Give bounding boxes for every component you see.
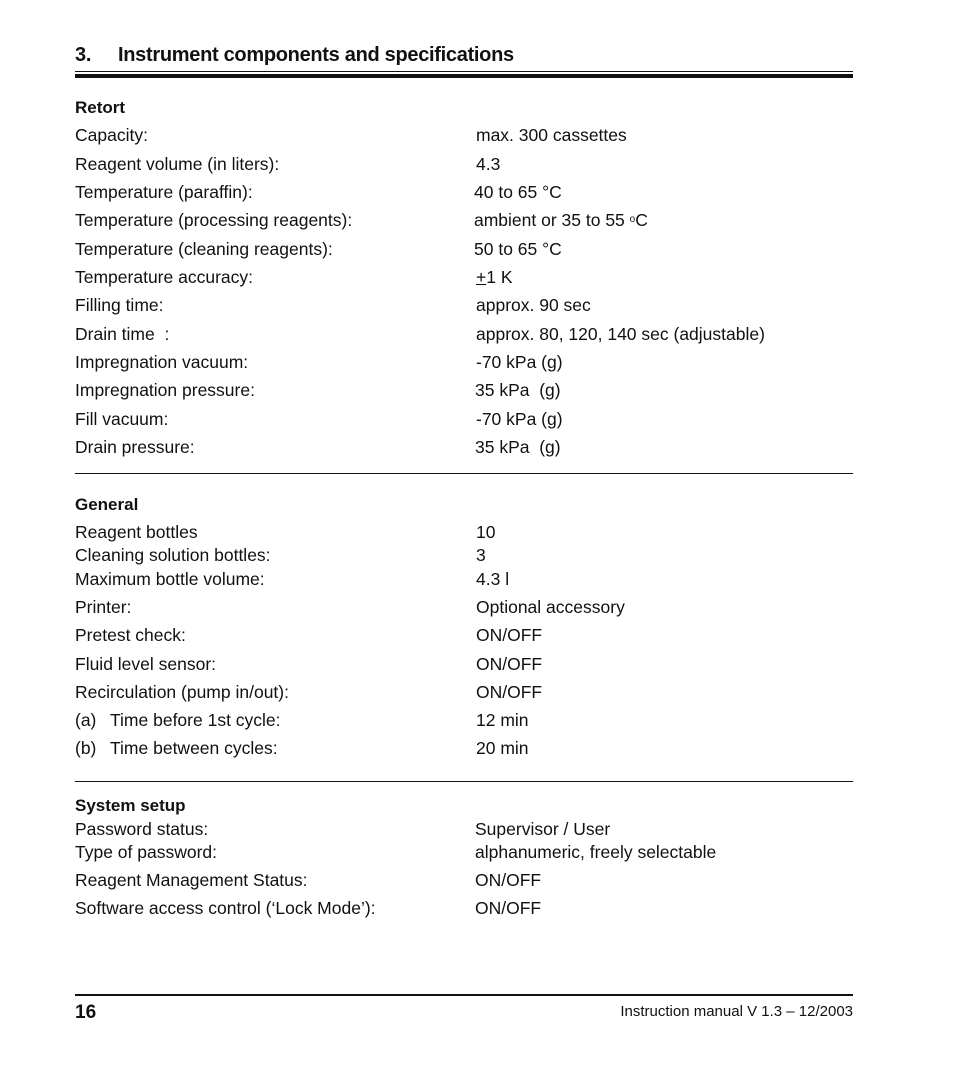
spec-label: Time between cycles:: [110, 738, 278, 758]
spec-label: Drain pressure:: [75, 437, 195, 457]
general-section-title: General: [75, 495, 139, 514]
spec-row: [75, 842, 853, 866]
spec-value: 40 to 65 °C: [474, 182, 562, 202]
spec-label: Cleaning solution bottles:: [75, 545, 271, 565]
spec-value: ON/OFF: [476, 682, 543, 702]
section-divider: [75, 781, 853, 782]
spec-value: -70 kPa (g): [476, 409, 563, 429]
page-number: 16: [75, 1002, 97, 1023]
footer-rule: [75, 994, 853, 996]
page-title: [75, 44, 853, 70]
spec-row: [75, 682, 853, 706]
spec-value: Supervisor / User: [475, 819, 611, 839]
spec-value: approx. 90 sec: [476, 295, 591, 315]
spec-row: [75, 522, 853, 546]
spec-value: [476, 267, 513, 288]
spec-row: [75, 154, 853, 178]
spec-value: 12 min: [476, 710, 529, 730]
plus-minus-sign: +: [476, 267, 487, 287]
section-title-text: Instrument components and specifications: [118, 44, 514, 66]
spec-label: Recirculation (pump in/out):: [75, 682, 289, 702]
spec-value: 50 to 65 °C: [474, 239, 562, 259]
spec-label: Reagent volume (in liters):: [75, 154, 280, 174]
spec-label: Filling time:: [75, 295, 164, 315]
spec-row: [75, 295, 853, 319]
spec-value: ON/OFF: [475, 870, 542, 890]
spec-row: [75, 870, 853, 894]
spec-label: Capacity:: [75, 125, 148, 145]
spec-value: 10: [476, 522, 496, 542]
spec-value: 4.3 l: [476, 569, 510, 589]
spec-row: [75, 710, 853, 734]
spec-value: 35 kPa (g): [475, 437, 561, 457]
spec-label: Temperature (processing reagents):: [75, 210, 353, 230]
spec-row: [75, 597, 853, 621]
spec-row: [75, 819, 853, 843]
spec-value: [474, 210, 648, 231]
heading-rule-thick: [75, 74, 853, 78]
spec-label: Type of password:: [75, 842, 218, 862]
spec-value: -70 kPa (g): [476, 352, 563, 372]
spec-row: [75, 437, 853, 461]
spec-value: ON/OFF: [476, 654, 543, 674]
spec-value: 3: [476, 545, 486, 565]
retort-section-title: Retort: [75, 98, 126, 117]
spec-label: Temperature accuracy:: [75, 267, 253, 287]
spec-sub-index: (a): [75, 710, 97, 730]
spec-label: Time before 1st cycle:: [110, 710, 281, 730]
spec-row: [75, 239, 853, 263]
degree-sup: o: [629, 214, 636, 225]
spec-value: alphanumeric, freely selectable: [475, 842, 717, 862]
spec-value-text: 1 K: [486, 267, 513, 287]
spec-label: Printer:: [75, 597, 132, 617]
spec-label: Temperature (paraffin):: [75, 182, 253, 202]
section-number: 3.: [75, 44, 92, 66]
spec-row: [75, 654, 853, 678]
manual-version: Instruction manual V 1.3 – 12/2003: [620, 1003, 853, 1020]
spec-value: 4.3: [476, 154, 501, 174]
spec-row: [75, 210, 853, 234]
spec-row: [75, 545, 853, 569]
spec-label: Software access control (‘Lock Mode’):: [75, 898, 376, 918]
spec-label: Maximum bottle volume:: [75, 569, 265, 589]
spec-label: Fill vacuum:: [75, 409, 169, 429]
system-setup-section-title: System setup: [75, 796, 186, 815]
spec-row: [75, 380, 853, 404]
spec-row: [75, 898, 853, 922]
spec-label: Temperature (cleaning reagents):: [75, 239, 333, 259]
spec-row: [75, 409, 853, 433]
spec-label: Pretest check:: [75, 625, 186, 645]
spec-value-unit: C: [635, 210, 648, 230]
spec-value: ON/OFF: [476, 625, 543, 645]
spec-row: [75, 569, 853, 593]
heading-rule-thin: [75, 71, 853, 72]
spec-label: Password status:: [75, 819, 209, 839]
spec-row: [75, 125, 853, 149]
spec-value: ON/OFF: [475, 898, 542, 918]
spec-value-text: ambient or 35 to 55: [474, 210, 630, 230]
spec-value: 35 kPa (g): [475, 380, 561, 400]
spec-row: [75, 625, 853, 649]
spec-row: [75, 324, 853, 348]
spec-row: [75, 738, 853, 762]
spec-row: [75, 267, 853, 291]
section-divider: [75, 473, 853, 474]
spec-value: 20 min: [476, 738, 529, 758]
spec-label: Impregnation pressure:: [75, 380, 255, 400]
spec-label: Reagent bottles: [75, 522, 198, 542]
spec-sub-index: (b): [75, 738, 97, 758]
spec-row: [75, 352, 853, 376]
spec-label: Drain time :: [75, 324, 170, 344]
spec-label: Fluid level sensor:: [75, 654, 217, 674]
spec-value: Optional accessory: [476, 597, 625, 617]
spec-label: Impregnation vacuum:: [75, 352, 249, 372]
spec-value: max. 300 cassettes: [476, 125, 627, 145]
spec-row: [75, 182, 853, 206]
spec-value: approx. 80, 120, 140 sec (adjustable): [476, 324, 765, 344]
spec-label: Reagent Management Status:: [75, 870, 308, 890]
